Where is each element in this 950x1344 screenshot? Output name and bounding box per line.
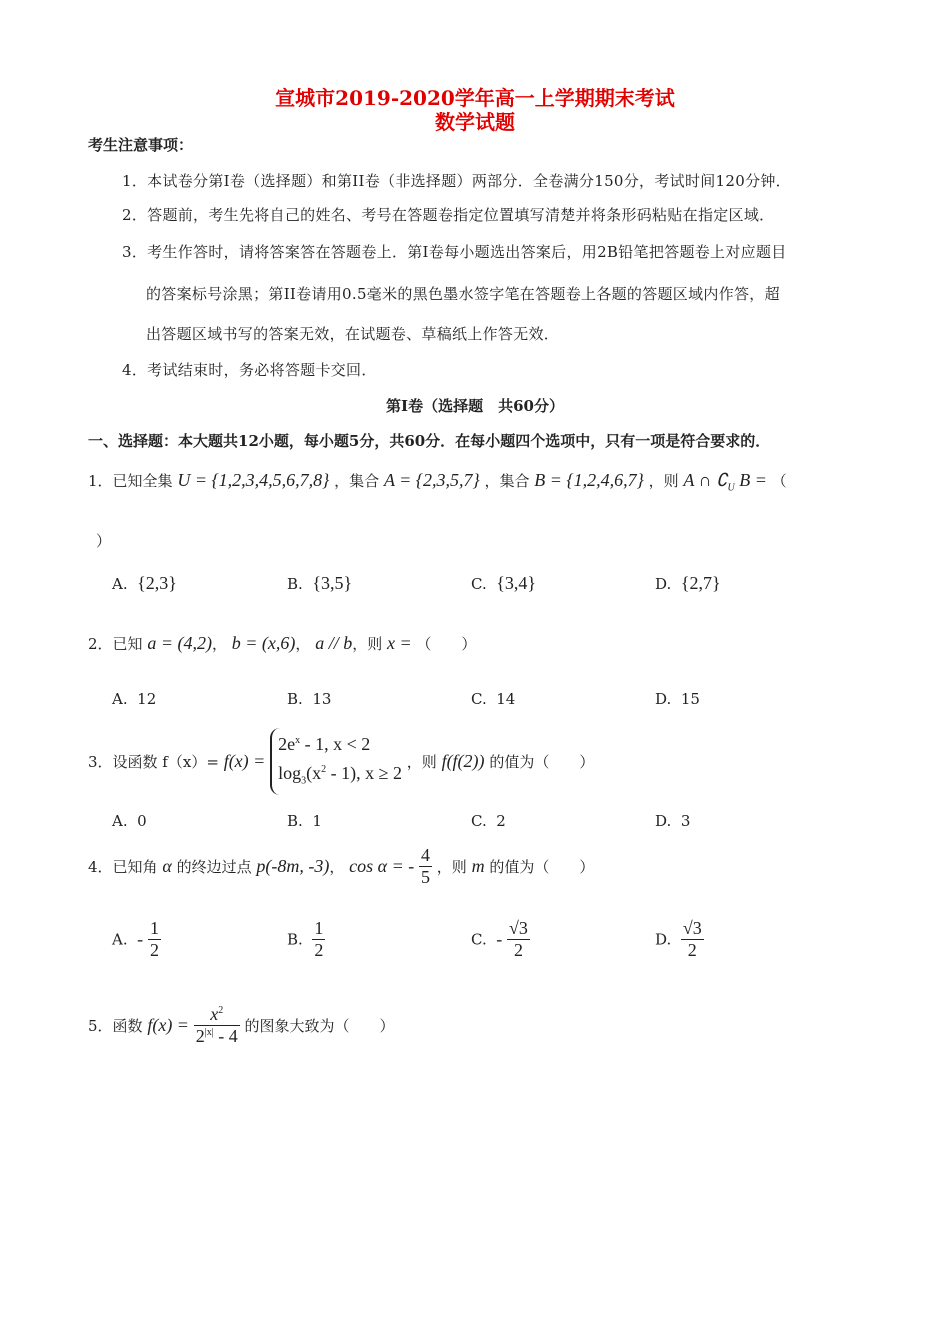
q1-option-c[interactable]: C. {3,4} [471, 573, 537, 593]
q4-cos: cos α = - [349, 856, 415, 876]
q3-prefix: 3．设函数 f（x）= [88, 752, 219, 771]
q2-option-a[interactable]: A. 12 [112, 690, 157, 708]
q1-option-a[interactable]: A. {2,3} [112, 573, 177, 593]
q1-b-set: B = {1,2,4,6,7} [534, 470, 644, 490]
q4-cos-fraction: $\frac{4}{5}$ [421, 845, 431, 887]
q1-paren-open: （ [771, 472, 787, 490]
q1-u-set: U = {1,2,3,4,5,6,7,8} [177, 470, 330, 490]
q1-paren-close: ） [96, 532, 112, 550]
note-item-1: 1．本试卷分第Ⅰ卷（选择题）和第II卷（非选择题）两部分．全卷满分150分，考试时间120分钟． [122, 172, 791, 190]
q4-option-c[interactable]: C. - $\frac{√3}{2}$ [471, 918, 528, 960]
q3-option-d[interactable]: D. 3 [655, 812, 691, 830]
note-item-4: 4．考试结束时，务必将答题卡交回． [122, 361, 377, 379]
q2-parallel: a // b [315, 633, 353, 653]
q3-piecewise [270, 728, 402, 795]
q1-a-set: A = {2,3,5,7} [383, 470, 480, 490]
q1-expression: A ∩ $∁_U$ B = [683, 470, 767, 494]
exam-subtitle: 数学试题 [435, 110, 515, 134]
q2-prefix: 2．已知 [88, 635, 143, 653]
q3-tail: 的值为（ ） [489, 752, 595, 771]
notes-heading: 考生注意事项： [88, 136, 194, 154]
q3-option-a[interactable]: A. 0 [112, 812, 147, 830]
q1-text-1: ，集合 [334, 472, 380, 490]
note-item-3-cont-2: 出答题区域书写的答案无效，在试题卷、草稿纸上作答无效． [146, 325, 560, 343]
q5-prefix: 5．函数 [88, 1017, 143, 1035]
q5-tail: 的图象大致为（ ） [244, 1017, 395, 1035]
q3-case-1: $2e^x - 1$, x < 2 [278, 734, 371, 754]
q4-option-b[interactable]: B. $\frac{1}{2}$ [287, 918, 324, 960]
q4-prefix: 4．已知角 [88, 858, 158, 876]
q4-option-d[interactable]: D. $\frac{√3}{2}$ [655, 918, 702, 960]
q3-option-c[interactable]: C. 2 [471, 812, 506, 830]
q4-m: m [471, 856, 485, 876]
q1-option-d[interactable]: D. {2,7} [655, 573, 721, 593]
q3-option-b[interactable]: B. 1 [287, 812, 322, 830]
q5-stem [88, 1004, 395, 1047]
q2-option-c[interactable]: C. 14 [471, 690, 516, 708]
q1-text-3: ，则 [648, 472, 679, 490]
q2-option-d[interactable]: D. 15 [655, 690, 700, 708]
q3-stem: 3．设函数 f（x）= f(x) = $2e^x - 1$, x < 2 $\log_3(x^2 - 1)$, x ≥ 2 ，则 f(f(2)) 的值为（ ） [88, 728, 594, 795]
note-item-2: 2．答题前，考生先将自己的姓名、考号在答题卷指定位置填写清楚并将条形码粘贴在指定区域． [122, 206, 775, 224]
q4-point: p(-8m, -3) [256, 856, 330, 876]
q4-option-a[interactable]: A. - $\frac{1}{2}$ [112, 918, 159, 960]
q5-fx: f(x) = [147, 1015, 189, 1035]
q4-alpha: α [162, 856, 172, 876]
q4-stem: 4．已知角 α 的终边过点 p(-8m, -3)， cos α = - $\frac{4}{5}$ ，则 m 的值为（ ） [88, 845, 595, 887]
section-heading: 第Ⅰ卷（选择题 共60分） [386, 397, 564, 415]
q1-prefix: 1．已知全集 [88, 472, 173, 490]
q2-vector-b: b = (x,6) [231, 633, 296, 653]
q1-option-b[interactable]: B. {3,5} [287, 573, 353, 593]
q3-fx: f(x) = [223, 750, 266, 771]
note-item-3: 3．考生作答时，请将答案答在答题卷上．第Ⅰ卷每小题选出答案后，用2B铅笔把答题卷上对应题目 [122, 243, 787, 261]
q2-option-b[interactable]: B. 13 [287, 690, 332, 708]
q1-text-2: ，集合 [484, 472, 530, 490]
section-instructions: 一、选择题：本大题共12小题，每小题5分，共60分．在每小题四个选项中，只有一项是符合要求的． [88, 432, 771, 450]
q3-case-2: $\log_3(x^2 - 1)$, x ≥ 2 [278, 763, 402, 787]
q2-paren: （ ） [416, 635, 477, 653]
q2-vector-a: a = (4,2) [147, 633, 212, 653]
q5-fraction: $\frac{x^2}{2^{|x|} - 4}$ [195, 1004, 238, 1046]
note-item-3-cont-1: 的答案标号涂黑；第II卷请用0.5毫米的黑色墨水签字笔在答题卷上各题的答题区域内作答，超 [146, 285, 780, 303]
q2-ask: x = [387, 633, 412, 653]
q4-tail: 的值为（ ） [489, 858, 595, 876]
q1-stem [88, 470, 787, 494]
q2-stem: 2．已知 a = (4,2)， b = (x,6)， a // b，则 x = （ ） [88, 633, 477, 653]
q3-expression: f(f(2)) [441, 750, 485, 771]
exam-title: 宣城市2019-2020学年高一上学期期末考试 [275, 86, 675, 110]
